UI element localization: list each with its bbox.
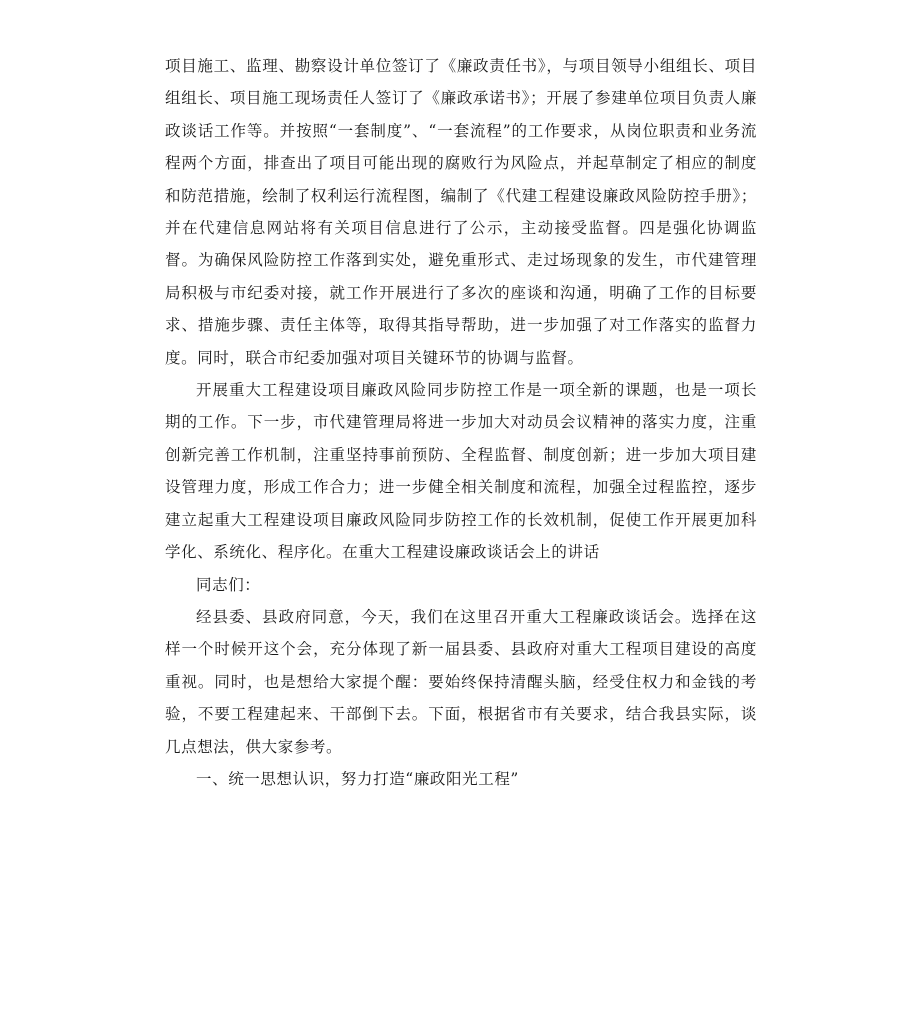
paragraph-speech-intro: 经县委、县政府同意，今天，我们在这里召开重大工程廉政谈话会。选择在这样一个时候开这个会，充分体现了新一届县委、县政府对重大工程项目建设的高度重视。同时，也是想给大家提个醒：要始终保持清醒头脑，经受住权力和金钱的考验，不要工程建起来、干部倒下去。下面，根据省市有关要求，结合我县实际，谈几点想法，供大家参考。 <box>165 607 757 756</box>
paragraph-next-steps: 开展重大工程建设项目廉政风险同步防控工作是一项全新的课题，也是一项长期的工作。下一步，市代建管理局将进一步加大对动员会议精神的落实力度，注重创新完善工作机制，注重坚持事前预防、全程监督、制度创新；进一步加大项目建设管理力度，形成工作合力；进一步健全相关制度和流程，加强全过程监控，逐步建立起重大工程建设项目廉政风险同步防控工作的长效机制，促使工作开展更加科学化、系统化、程序化。在重大工程建设廉政谈话会上的讲话 <box>165 381 757 562</box>
document-body <box>165 50 757 795</box>
paragraph-continued: 项目施工、监理、勘察设计单位签订了《廉政责任书》，与项目领导小组组长、项目组组长、项目施工现场责任人签订了《廉政承诺书》；开展了参建单位项目负责人廉政谈话工作等。并按照“一套制度”、“一套流程”的工作要求，从岗位职责和业务流程两个方面，排查出了项目可能出现的腐败行为风险点，并起草制定了相应的制度和防范措施，绘制了权利运行流程图，编制了《代建工程建设廉政风险防控手册》；并在代建信息网站将有关项目信息进行了公示，主动接受监督。四是强化协调监督。为确保风险防控工作落到实处，避免重形式、走过场现象的发生，市代建管理局积极与市纪委对接，就工作开展进行了多次的座谈和沟通，明确了工作的目标要求、措施步骤、责任主体等，取得其指导帮助，进一步加强了对工作落实的监督力度。同时，联合市纪委加强对项目关键环节的协调与监督。 <box>165 57 757 367</box>
section-heading-1: 一、统一思想认识，努力打造“廉政阳光工程” <box>196 769 519 788</box>
speech-salutation: 同志们： <box>196 575 261 594</box>
